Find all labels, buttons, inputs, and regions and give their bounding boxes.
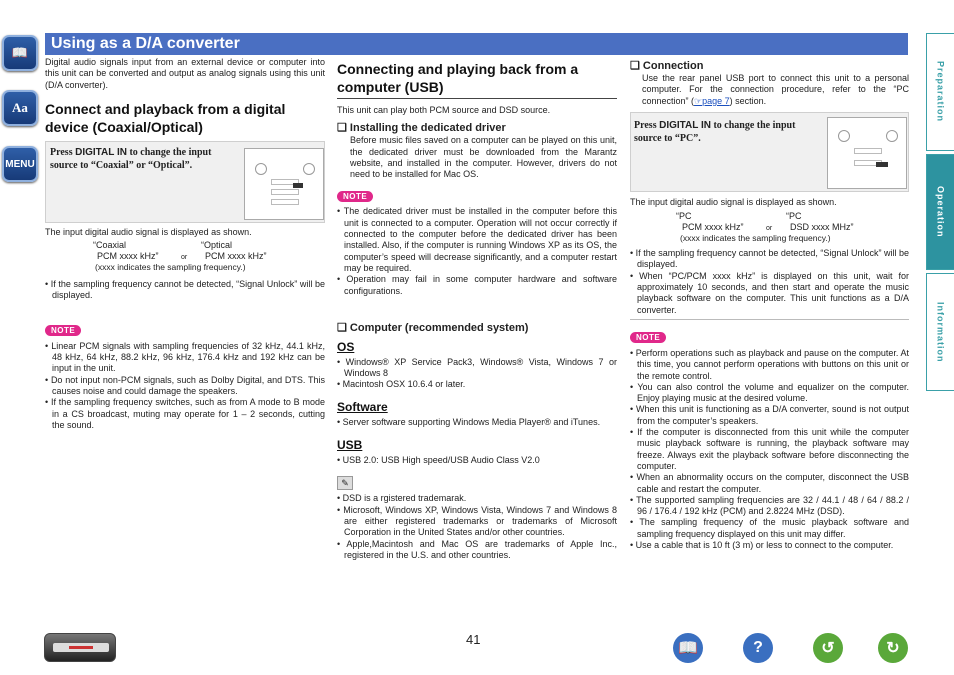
display-example: “Coaxial “Optical PCM xxxx kHz” or PCM xxxx kHz” (xxxx indicates the sampling frequency.) <box>93 240 267 273</box>
list-item: • Operation may fail in some computer hardware and software configurations. <box>337 274 617 296</box>
column-3 <box>630 60 909 551</box>
software-label: Software <box>337 399 388 414</box>
tab-information[interactable]: Information <box>926 273 954 391</box>
instruction-text: Press DIGITAL IN to change the input source to “PC”. <box>634 119 796 144</box>
tab-operation[interactable]: Operation <box>926 154 954 270</box>
list-item: • You can also control the volume and equalizer on the computer. Enjoy playing music at the desired volume. <box>630 381 909 404</box>
instruction-text: Press DIGITAL IN to change the input source to “Coaxial” or “Optical”. <box>50 146 212 171</box>
display-line: The input digital audio signal is displayed as shown. <box>630 196 837 207</box>
list-item: • The sampling frequency of the music playback software and sampling frequency displayed on this unit may differ. <box>630 517 909 539</box>
list-item: • If the sampling frequency cannot be detected, “Signal Unlock” will be displayed. <box>45 279 325 301</box>
list-item: • Macintosh OSX 10.6.4 or later. <box>337 379 466 390</box>
book-icon[interactable]: 📖 <box>673 633 703 663</box>
page-title: Using as a D/A converter <box>45 33 908 55</box>
note-list <box>45 341 325 431</box>
menu-icon[interactable]: MENU <box>2 146 38 182</box>
device-front-icon[interactable] <box>44 633 116 662</box>
list-item: • If the computer is disconnected from this unit while the computer music playback software is running, the playback software may freeze. Always exit the playback software before disconnecting the computer. <box>630 427 909 471</box>
list-item: • If the sampling frequency switches, such as from A mode to B mode in a CS broadcast, muting may operate for 1 – 2 seconds, cutting the sound. <box>45 397 325 430</box>
usb-label: USB <box>337 438 363 453</box>
display-example: “PC “PC PCM xxxx kHz” or DSD xxxx MHz” (xxxx indicates the sampling frequency.) <box>676 211 854 244</box>
list-item: • USB 2.0: USB High speed/USB Audio Class V2.0 <box>337 455 540 466</box>
list-item: • Server software supporting Windows Media Player® and iTunes. <box>337 416 601 427</box>
device-panel-image <box>244 148 324 220</box>
section-heading: Connecting and playing back from a computer (USB) <box>337 60 617 99</box>
intro-text: This unit can play both PCM source and DSD source. <box>337 105 551 115</box>
book-icon[interactable]: 📖 <box>2 35 38 71</box>
connection-heading: ❑ Connection <box>630 60 704 72</box>
trademark-list <box>337 493 617 561</box>
note-badge: NOTE <box>630 327 909 345</box>
forward-icon[interactable]: ↻ <box>878 633 908 663</box>
font-icon[interactable]: Aa <box>2 90 38 126</box>
list-item: • If the sampling frequency cannot be detected, “Signal Unlock” will be displayed. <box>630 248 909 270</box>
section-heading: Connect and playback from a digital device (Coaxial/Optical) <box>45 100 286 135</box>
requirements-heading: ❑ Computer (recommended system) <box>337 321 529 334</box>
list-item: • When “PC/PCM xxxx kHz” is displayed on this unit, wait for approximately 10 seconds, and then start and operate the music playback software on the computer. This unit functions as a D/A converter. <box>630 270 909 315</box>
driver-heading: ❑ Installing the dedicated driver <box>337 122 506 135</box>
list-item: • When this unit is functioning as a D/A converter, sound is not output from the computer’s speakers. <box>630 404 910 426</box>
list-item: • Do not input non-PCM signals, such as Dolby Digital, and DTS. This causes noise and could damage the speakers. <box>45 374 325 396</box>
instruction-box <box>45 141 325 223</box>
note-list <box>630 348 909 551</box>
help-icon[interactable]: ? <box>743 633 773 663</box>
list-item: • The supported sampling frequencies are 32 / 44.1 / 48 / 64 / 88.2 / 96 / 176.4 / 192 kHz (PCM) and 2.8224 MHz (DSD). <box>630 494 909 517</box>
list-item: • Microsoft, Windows XP, Windows Vista, Windows 7 and Windows 8 are either registered trademarks or trademarks of Microsoft Corporation in the United States and/or other countries. <box>337 504 617 538</box>
list-item: • The dedicated driver must be installed in the computer before this unit is connected to a computer. Operation will not occur correctly if connected to the computer before the dedicated driver has been installed. Also, if the computer is running Windows XP as its OS, the computer’s speed will decrease significantly, and a computer restart may be required. <box>337 206 618 273</box>
list-item: • DSD is a rgistered trademarak. <box>337 493 467 504</box>
list-item: • Perform operations such as playback and pause on the computer. At this time, you cannot perform operations with buttons on this unit or the remote control. <box>630 347 909 381</box>
connection-text: Use the rear panel USB port to connect this unit to a personal computer. For the connection procedure, refer to the “PC connection” (☞page 7) section. <box>642 73 909 106</box>
column-2 <box>337 60 617 561</box>
list-item: • Windows® XP Service Pack3, Windows® Vista, Windows 7 or Windows 8 <box>337 356 617 379</box>
back-icon[interactable]: ↺ <box>813 633 843 663</box>
list-item: • When an abnormality occurs on the computer, disconnect the USB cable and restart the computer. <box>630 472 910 494</box>
device-panel-image <box>827 117 907 189</box>
instruction-box <box>630 112 909 192</box>
tab-preparation[interactable]: Preparation <box>926 33 954 151</box>
display-line: The input digital audio signal is displayed as shown. <box>45 226 252 237</box>
note-badge: NOTE <box>337 186 617 204</box>
os-label: OS <box>337 339 355 354</box>
page-link[interactable]: ☞page 7 <box>694 95 730 106</box>
intro-text: Digital audio signals input from an external device or computer into this unit can be converted and output as analog signals using this unit (D/A converter). <box>45 57 325 90</box>
bullet-list <box>630 248 909 320</box>
driver-text: Before music files saved on a computer can be played on this unit, the dedicated driver must be downloaded from the Marantz website, and installed in the computer. However, drivers do not need to be installed for Mac OS. <box>350 135 617 180</box>
list-item: • Use a cable that is 10 ft (3 m) or less to connect to the computer. <box>630 540 894 551</box>
memo-icon: ✎ <box>337 476 353 490</box>
page-number: 41 <box>466 632 481 647</box>
note-list <box>337 206 617 296</box>
note-badge: NOTE <box>45 320 325 338</box>
column-1 <box>45 57 325 431</box>
list-item: • Apple,Macintosh and Mac OS are trademarks of Apple Inc., registered in the U.S. and other countries. <box>337 538 617 560</box>
list-item: • Linear PCM signals with sampling frequencies of 32 kHz, 44.1 kHz, 48 kHz, 64 kHz, 88.2 kHz, 96 kHz, 176.4 kHz and 192 kHz can be input in the unit. <box>45 340 325 374</box>
